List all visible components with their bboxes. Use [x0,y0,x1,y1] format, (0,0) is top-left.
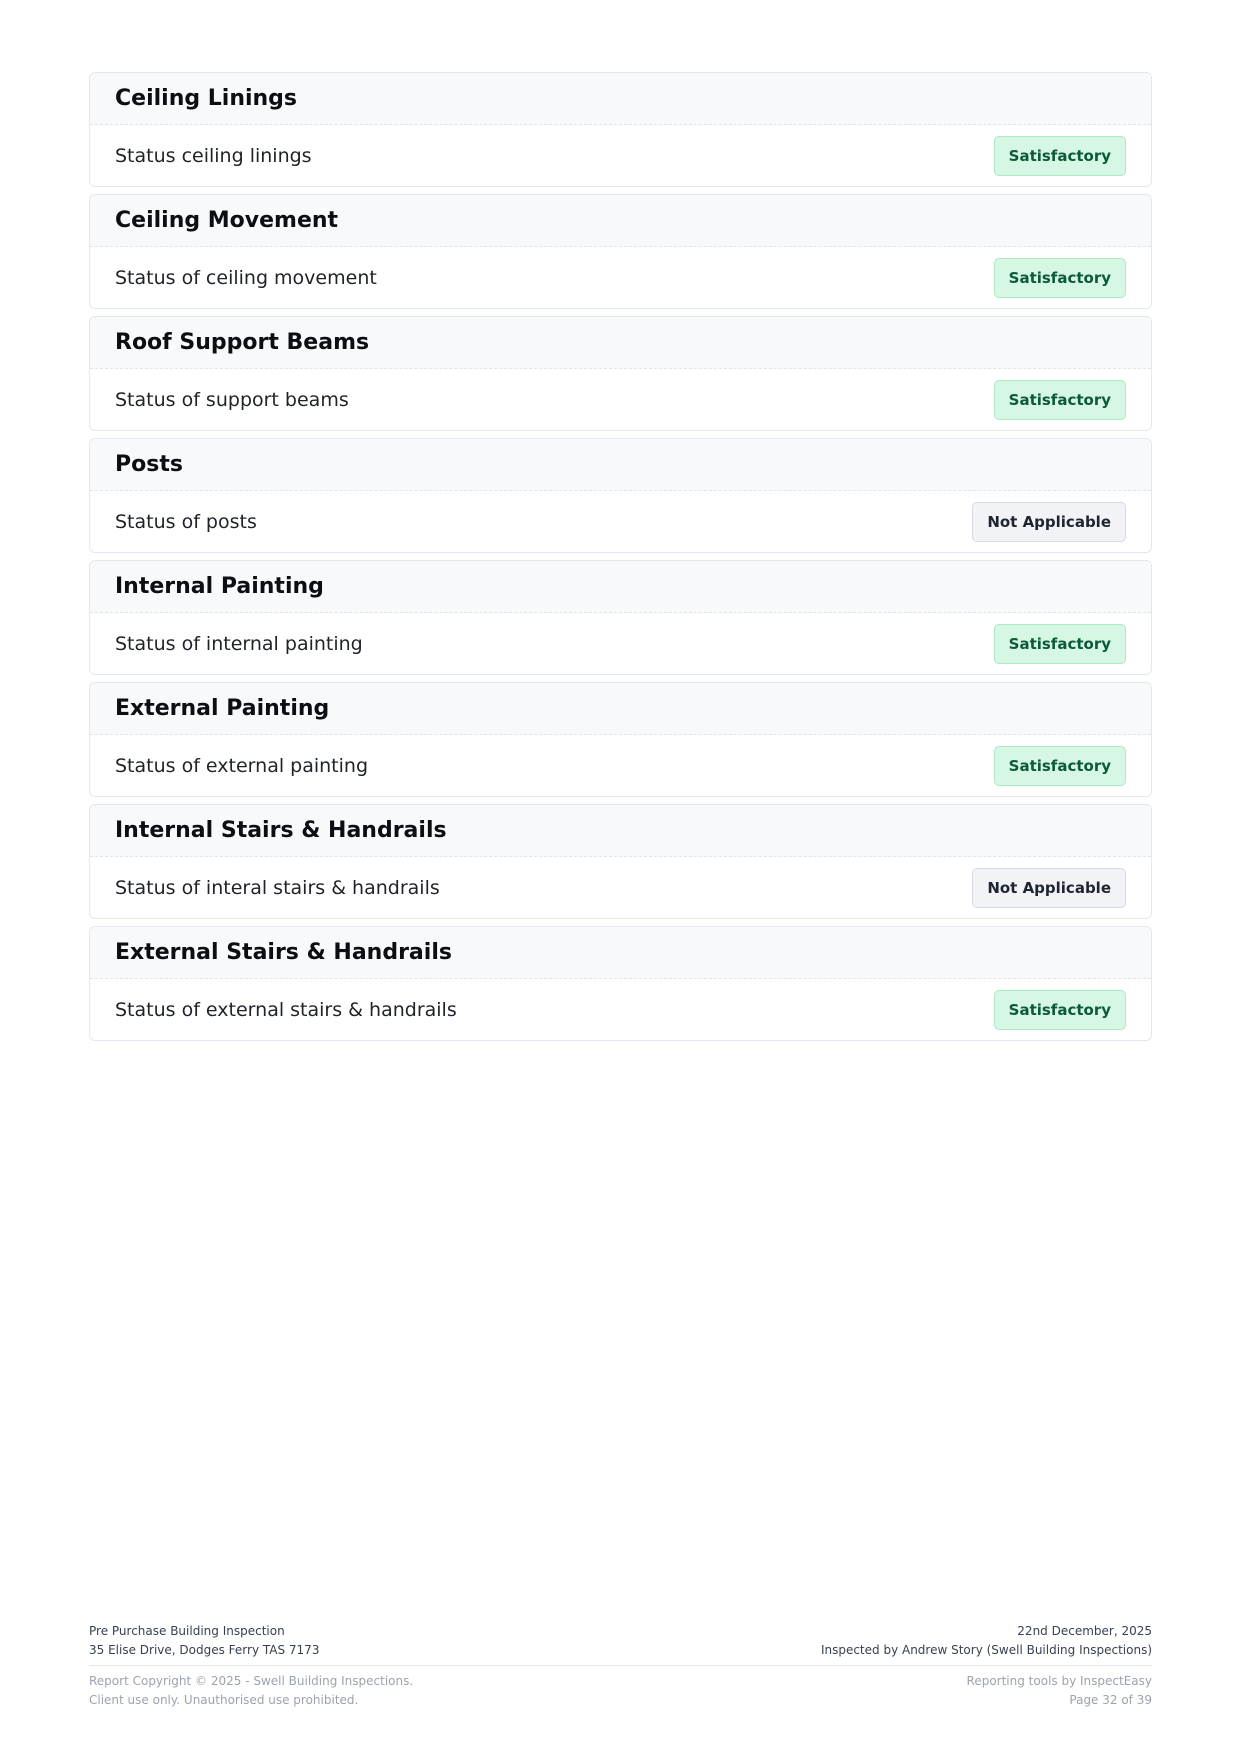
inspection-sections [89,72,1152,1048]
status-badge: Satisfactory [994,258,1126,298]
section-header [90,195,1151,247]
section-card [89,926,1152,1041]
section-row [90,735,1151,796]
section-header [90,927,1151,979]
status-badge: Satisfactory [994,990,1126,1030]
section-card [89,804,1152,919]
page-number: Page 32 of 39 [1069,1693,1152,1707]
footer-top [89,1622,1152,1660]
section-title: Ceiling Movement [115,208,339,233]
status-badge: Not Applicable [972,502,1126,542]
status-badge: Satisfactory [994,746,1126,786]
footer-usage: Client use only. Unauthorised use prohibited. [89,1693,359,1707]
footer-copyright: Report Copyright © 2025 - Swell Building Inspections. [89,1674,414,1688]
section-card [89,194,1152,309]
section-header [90,317,1151,369]
section-title: Internal Stairs & Handrails [115,818,447,843]
status-badge: Not Applicable [972,868,1126,908]
section-title: External Stairs & Handrails [115,940,452,965]
section-header [90,73,1151,125]
page-footer [89,1622,1152,1710]
section-card [89,72,1152,187]
footer-inspector: Inspected by Andrew Story (Swell Building Inspections) [820,1643,1152,1657]
status-label: Status of external stairs & handrails [115,998,457,1021]
section-row [90,491,1151,552]
section-header [90,683,1151,735]
footer-inspection-info [821,1622,1152,1660]
section-title: Ceiling Linings [115,86,298,111]
section-title: Roof Support Beams [115,330,370,355]
section-row [90,613,1151,674]
footer-tools: Reporting tools by InspectEasy [966,1674,1152,1688]
section-row [90,369,1151,430]
status-label: Status of external painting [115,754,369,777]
section-header [90,561,1151,613]
footer-bottom [89,1672,1152,1710]
section-card [89,438,1152,553]
status-label: Status ceiling linings [115,144,312,167]
section-row [90,247,1151,308]
section-row [90,857,1151,918]
section-title: Internal Painting [115,574,324,599]
footer-divider [89,1665,1152,1666]
section-row [90,125,1151,186]
section-row [90,979,1151,1040]
status-label: Status of internal painting [115,632,363,655]
status-badge: Satisfactory [994,136,1126,176]
footer-report-info [89,1622,319,1660]
footer-date: 22nd December, 2025 [1017,1624,1152,1638]
footer-meta [967,1672,1152,1710]
footer-report-title: Pre Purchase Building Inspection [89,1624,285,1638]
section-card [89,560,1152,675]
status-label: Status of ceiling movement [115,266,377,289]
status-label: Status of posts [115,510,257,533]
status-label: Status of support beams [115,388,349,411]
section-header [90,439,1151,491]
footer-address: 35 Elise Drive, Dodges Ferry TAS 7173 [89,1643,320,1657]
section-header [90,805,1151,857]
status-badge: Satisfactory [994,380,1126,420]
section-card [89,682,1152,797]
status-label: Status of interal stairs & handrails [115,876,440,899]
section-card [89,316,1152,431]
footer-legal [89,1672,413,1710]
section-title: External Painting [115,696,330,721]
status-badge: Satisfactory [994,624,1126,664]
section-title: Posts [115,452,183,477]
